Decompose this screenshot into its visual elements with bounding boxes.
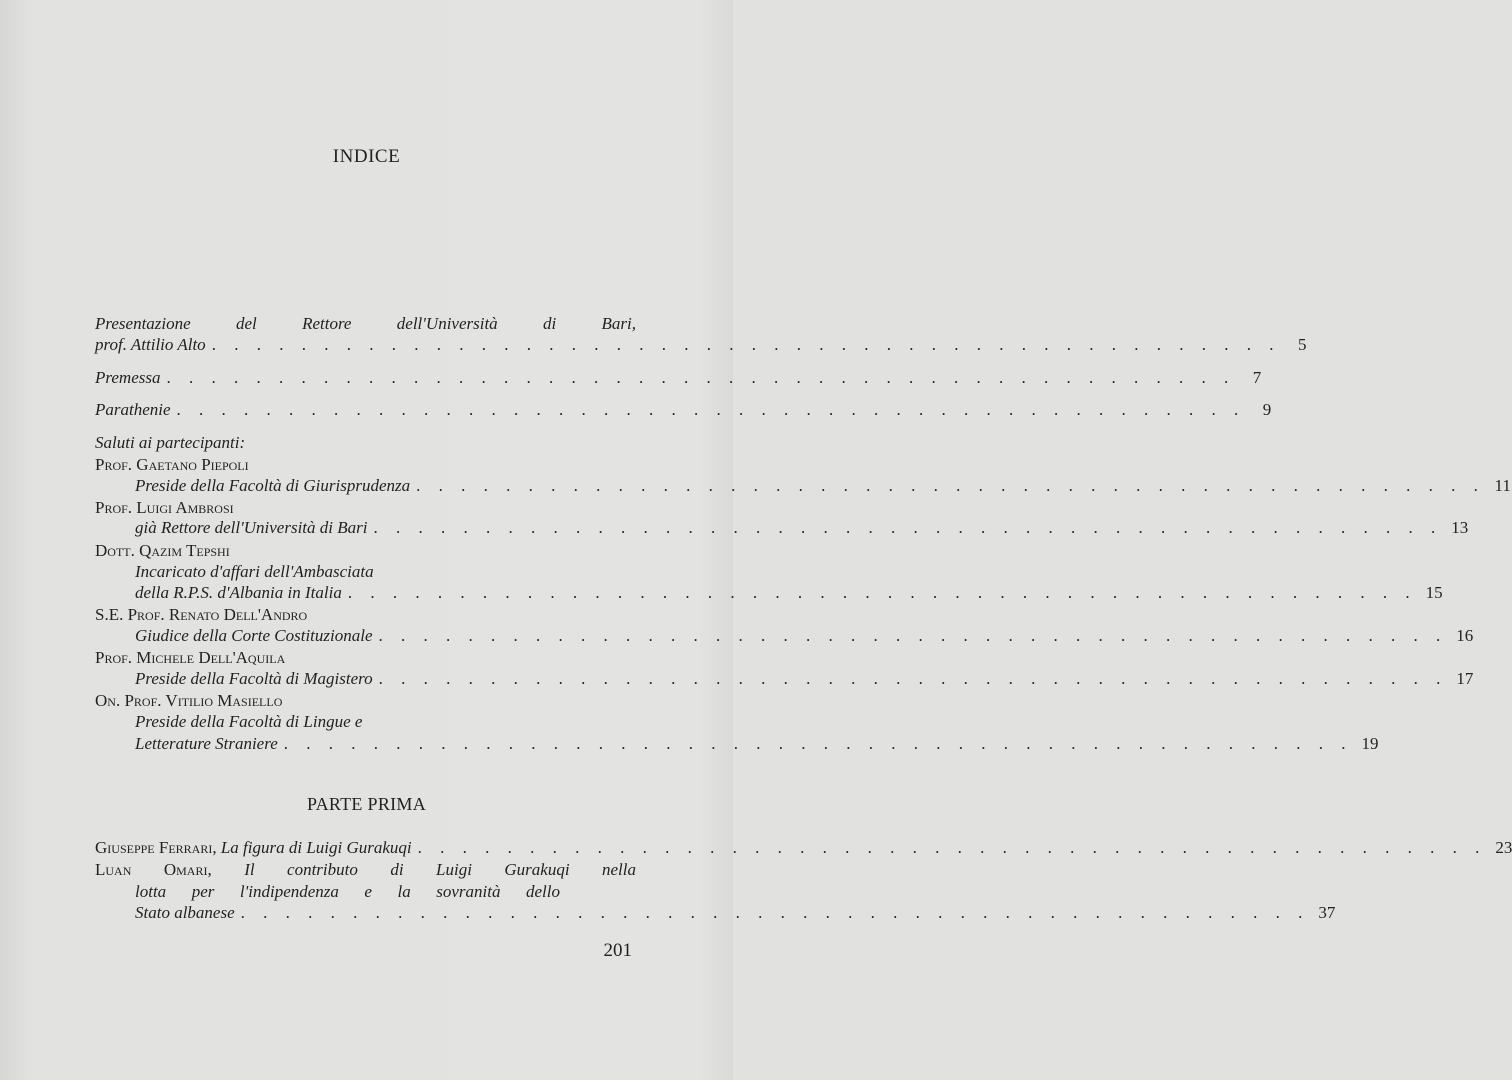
entry-title: lotta per l'indipendenza e la sovranità dello — [135, 882, 560, 901]
page-ref: 17 — [1456, 669, 1474, 688]
person-entry — [135, 474, 1511, 498]
person-role: Preside della Facoltà di Magistero — [135, 669, 373, 688]
person-role: Preside della Facoltà di Giurisprudenza — [135, 476, 411, 495]
entry-author-title — [95, 836, 412, 860]
leader-dots: . . . . . . . . . . . . . . . . . . . . . . . . . . . . . . . . . . . . . . . . . . . . . . . . — [416, 476, 1485, 495]
part-one-entry — [135, 901, 1336, 925]
person-name: Dott. Qazim Tepshi — [95, 541, 230, 560]
person-name: On. Prof. Vitilio Masiello — [95, 691, 283, 710]
leader-dots: . . . . . . . . . . . . . . . . . . . . . . . . . . . . . . . . . . . . . . . . . . . . . . . . — [240, 903, 1310, 922]
entry-title: Stato albanese — [135, 903, 235, 922]
page-ref: 11 — [1494, 476, 1511, 495]
person-entry — [135, 624, 1474, 648]
person-entry — [135, 516, 1469, 540]
leader-dots: . . . . . . . . . . . . . . . . . . . . . . . . . . . . . . . . . . . . . . . . . . . . . . . . — [211, 335, 1281, 354]
person-entry — [135, 732, 1379, 756]
leader-dots: . . . . . . . . . . . . . . . . . . . . . . . . . . . . . . . . . . . . . . . . . . . . . . . . — [347, 583, 1417, 602]
person-entry — [135, 667, 1474, 691]
person-entry — [135, 581, 1443, 605]
entry-text: Parathenie — [95, 400, 171, 419]
entry-author: Luan Omari, — [95, 860, 212, 879]
entry-author: Giuseppe Ferrari, — [95, 838, 217, 857]
page-ref: 23 — [1495, 838, 1512, 857]
entry-presentazione — [95, 333, 1307, 357]
person-role: Letterature Straniere — [135, 734, 278, 753]
leader-dots: . . . . . . . . . . . . . . . . . . . . . . . . . . . . . . . . . . . . . . . . . . . . . . . . — [378, 669, 1448, 688]
person-name: Prof. Gaetano Piepoli — [95, 455, 249, 474]
part-one-entry — [95, 836, 1512, 860]
person-role: Giudice della Corte Costituzionale — [135, 626, 373, 645]
leader-dots: . . . . . . . . . . . . . . . . . . . . . . . . . . . . . . . . . . . . . . . . . . . . . . . . — [166, 368, 1236, 387]
person-name: Prof. Michele Dell'Aquila — [95, 648, 286, 667]
index-title: INDICE — [332, 146, 401, 167]
person-name: Prof. Luigi Ambrosi — [95, 498, 234, 517]
page-ref: 9 — [1262, 400, 1272, 419]
person-role: Incaricato d'affari dell'Ambasciata — [135, 562, 374, 581]
page-ref: 13 — [1451, 518, 1469, 537]
entry-parathenie — [95, 398, 1272, 422]
entry-title: La figura di Luigi Gurakuqi — [220, 838, 412, 857]
page-ref: 16 — [1456, 626, 1474, 645]
leader-dots: . . . . . . . . . . . . . . . . . . . . . . . . . . . . . . . . . . . . . . . . . . . . . . . . — [373, 518, 1443, 537]
leader-dots: . . . . . . . . . . . . . . . . . . . . . . . . . . . . . . . . . . . . . . . . . . . . . . . . — [378, 626, 1448, 645]
entry-presentazione-line1: Presentazione del Rettore dell'Università di Bari, — [95, 314, 636, 333]
person-role: già Rettore dell'Università di Bari — [135, 518, 368, 537]
page-ref: 7 — [1252, 368, 1262, 387]
entry-premessa — [95, 366, 1262, 390]
leader-dots: . . . . . . . . . . . . . . . . . . . . . . . . . . . . . . . . . . . . . . . . . . . . . . . . — [417, 838, 1487, 857]
part-one-entry-line1 — [95, 858, 636, 882]
person-role: della R.P.S. d'Albania in Italia — [135, 583, 342, 602]
person-role: Preside della Facoltà di Lingue e — [135, 712, 363, 731]
page-ref: 19 — [1361, 734, 1379, 753]
entry-title: Il contributo di Luigi Gurakuqi nella — [244, 860, 637, 879]
page-number: 201 — [603, 940, 632, 961]
saluti-heading: Saluti ai partecipanti: — [95, 433, 246, 452]
person-name: S.E. Prof. Renato Dell'Andro — [95, 605, 308, 624]
page-ref: 37 — [1318, 903, 1336, 922]
entry-presentazione-line2: prof. Attilio Alto — [95, 335, 206, 354]
part-one-heading: PARTE PRIMA — [306, 794, 427, 814]
page-ref: 5 — [1297, 335, 1307, 354]
leader-dots: . . . . . . . . . . . . . . . . . . . . . . . . . . . . . . . . . . . . . . . . . . . . . . . . — [283, 734, 1353, 753]
page-ref: 15 — [1425, 583, 1443, 602]
entry-text: Premessa — [95, 368, 161, 387]
leader-dots: . . . . . . . . . . . . . . . . . . . . . . . . . . . . . . . . . . . . . . . . . . . . . . . . — [176, 400, 1246, 419]
